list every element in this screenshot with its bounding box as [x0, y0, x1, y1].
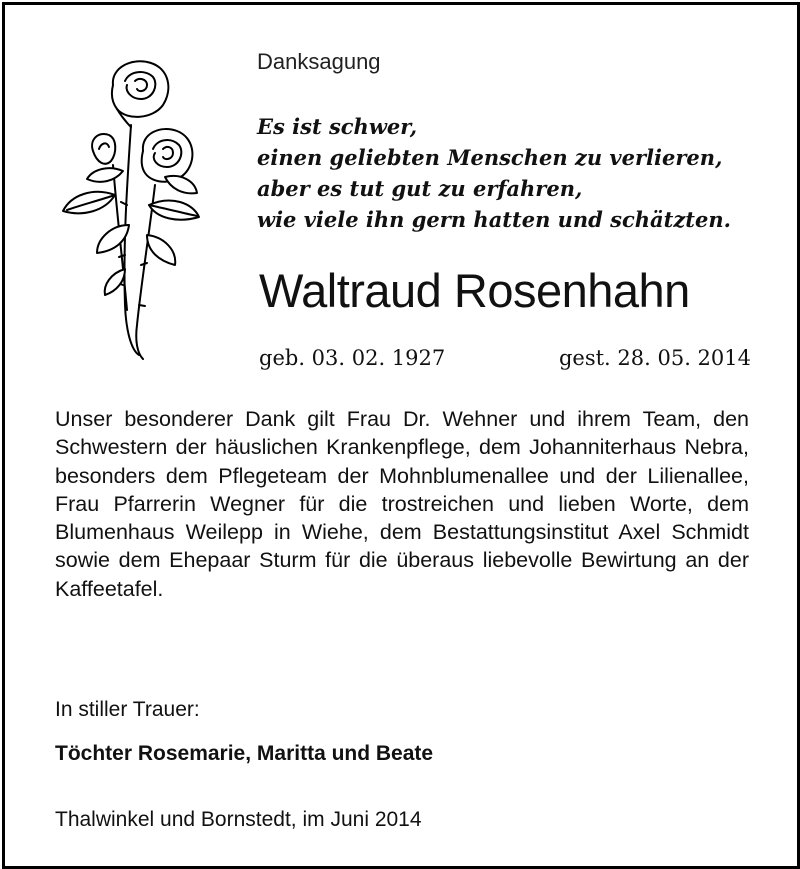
- quote-line: aber es tut gut zu erfahren,: [257, 176, 583, 201]
- rose-illustration-icon: [53, 55, 213, 375]
- quote: [257, 111, 731, 235]
- obituary-notice: [2, 2, 800, 869]
- life-dates: [259, 346, 751, 370]
- birth-date: geb. 03. 02. 1927: [259, 346, 446, 370]
- place-date: Thalwinkel und Bornstedt, im Juni 2014: [55, 808, 422, 831]
- deceased-name: Waltraud Rosenhahn: [259, 264, 690, 317]
- quote-line: einen geliebten Menschen zu verlieren,: [257, 145, 723, 170]
- mourning-label: In stiller Trauer:: [55, 698, 200, 721]
- thanks-paragraph: Unser besonderer Dank gilt Frau Dr. Wehner und ihrem Team, den Schwestern der häuslichen Krankenpflege, dem Johanniterhaus Nebra, besonders dem Pflegeteam der Mohnblumenallee und der Lilienallee, Frau Pfarrerin Wegner für die trostreichen und lieben Worte, dem Blumenhaus Weilepp in Wiehe, dem Bestattungsinstitut Axel Schmidt sowie dem Ehepaar Sturm für die überaus liebevolle Bewirtung an der Kaffeetafel.: [55, 407, 749, 601]
- quote-line: wie viele ihn gern hatten und schätzten.: [257, 207, 731, 232]
- heading: Danksagung: [257, 49, 381, 74]
- signatories: Töchter Rosemarie, Maritta und Beate: [55, 742, 434, 765]
- quote-line: Es ist schwer,: [257, 114, 418, 139]
- death-date: gest. 28. 05. 2014: [558, 346, 751, 370]
